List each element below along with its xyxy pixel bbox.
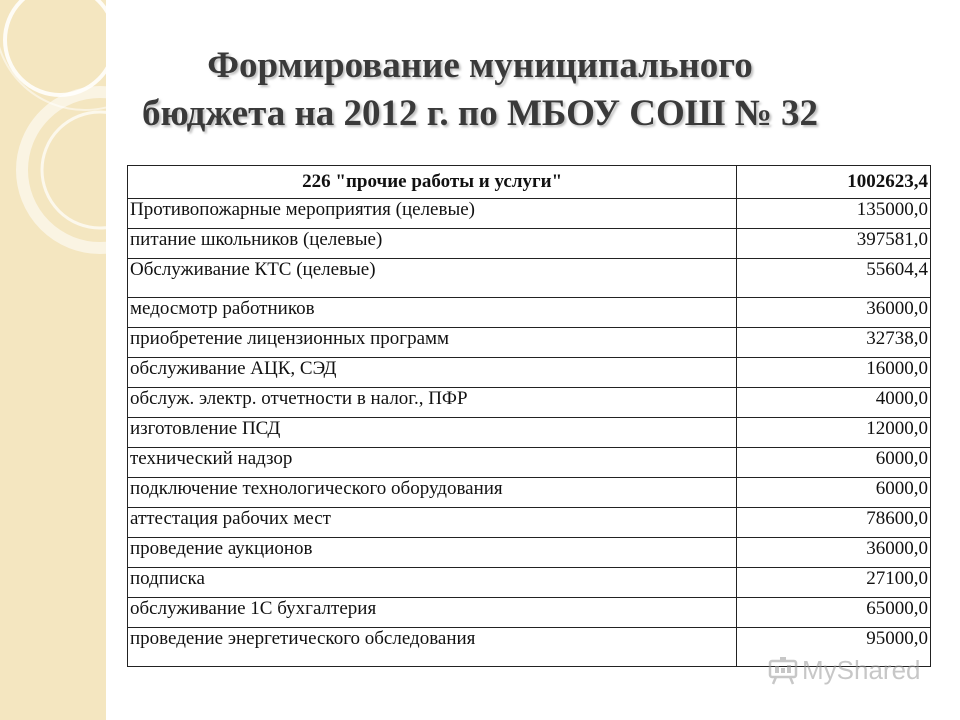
row-value-cell: 6000,0 xyxy=(737,448,931,478)
table-row xyxy=(128,508,931,538)
header-name-cell: 226 "прочие работы и услуги" xyxy=(128,166,737,199)
row-name-cell: обслуживание 1С бухгалтерия xyxy=(128,598,737,628)
header-value-cell: 1002623,4 xyxy=(737,166,931,199)
row-value-cell: 12000,0 xyxy=(737,418,931,448)
row-name-cell: технический надзор xyxy=(128,448,737,478)
row-name-cell: приобретение лицензионных программ xyxy=(128,328,737,358)
table-row xyxy=(128,388,931,418)
row-value-cell: 36000,0 xyxy=(737,298,931,328)
row-name-cell: обслуживание АЦК, СЭД xyxy=(128,358,737,388)
table-row xyxy=(128,418,931,448)
budget-table xyxy=(127,165,931,667)
row-name-cell: Обслуживание КТС (целевые) xyxy=(128,259,737,298)
title-line-1: Формирование муниципального xyxy=(207,45,753,86)
row-value-cell: 95000,0 xyxy=(737,628,931,667)
table-row xyxy=(128,478,931,508)
row-name-cell: подписка xyxy=(128,568,737,598)
row-value-cell: 16000,0 xyxy=(737,358,931,388)
row-value-cell: 6000,0 xyxy=(737,478,931,508)
row-name-cell: питание школьников (целевые) xyxy=(128,229,737,259)
table-row xyxy=(128,358,931,388)
row-name-cell: подключение технологического оборудования xyxy=(128,478,737,508)
row-name-cell: проведение энергетического обследования xyxy=(128,628,737,667)
row-value-cell: 55604,4 xyxy=(737,259,931,298)
slide-title xyxy=(110,42,850,138)
row-value-cell: 32738,0 xyxy=(737,328,931,358)
table-row xyxy=(128,199,931,229)
row-name-cell: изготовление ПСД xyxy=(128,418,737,448)
table-header-row xyxy=(128,166,931,199)
row-value-cell: 65000,0 xyxy=(737,598,931,628)
table-row xyxy=(128,568,931,598)
row-name-cell: Противопожарные мероприятия (целевые) xyxy=(128,199,737,229)
decorative-circles xyxy=(0,0,106,720)
row-name-cell: проведение аукционов xyxy=(128,538,737,568)
row-value-cell: 78600,0 xyxy=(737,508,931,538)
title-line-2: бюджета на 2012 г. по МБОУ СОШ № 32 xyxy=(141,93,819,134)
table-row xyxy=(128,628,931,667)
table-row xyxy=(128,259,931,298)
watermark-text: MyShared xyxy=(802,655,921,685)
row-name-cell: обслуж. электр. отчетности в налог., ПФР xyxy=(128,388,737,418)
row-name-cell: медосмотр работников xyxy=(128,298,737,328)
row-value-cell: 397581,0 xyxy=(737,229,931,259)
row-name-cell: аттестация рабочих мест xyxy=(128,508,737,538)
table-row xyxy=(128,229,931,259)
row-value-cell: 27100,0 xyxy=(737,568,931,598)
row-value-cell: 36000,0 xyxy=(737,538,931,568)
row-value-cell: 135000,0 xyxy=(737,199,931,229)
table-row xyxy=(128,598,931,628)
decorative-strip xyxy=(0,0,106,720)
table-row xyxy=(128,538,931,568)
row-value-cell: 4000,0 xyxy=(737,388,931,418)
table-row xyxy=(128,298,931,328)
table-row xyxy=(128,448,931,478)
table-row xyxy=(128,328,931,358)
